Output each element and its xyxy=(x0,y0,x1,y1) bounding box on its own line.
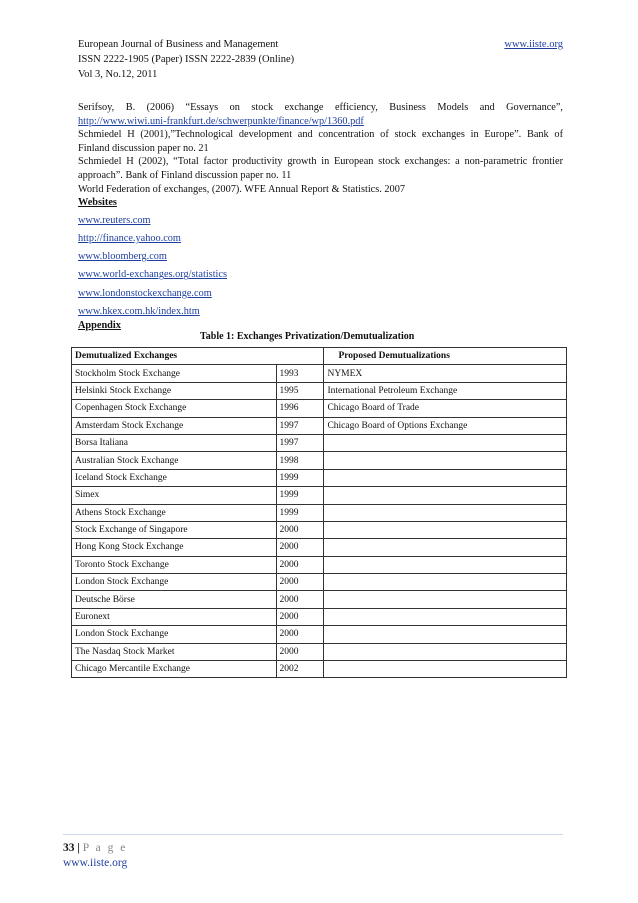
footer-website-link[interactable]: www.iiste.org xyxy=(63,857,128,869)
table-row xyxy=(72,452,567,469)
appendix-heading: Appendix xyxy=(78,319,121,331)
cell-proposed xyxy=(324,626,567,643)
cell-exchange: Iceland Stock Exchange xyxy=(72,469,277,486)
table-row xyxy=(72,469,567,486)
cell-exchange: Australian Stock Exchange xyxy=(72,452,277,469)
table-row xyxy=(72,608,567,625)
cell-exchange: Amsterdam Stock Exchange xyxy=(72,417,277,434)
cell-exchange: Copenhagen Stock Exchange xyxy=(72,400,277,417)
table-row xyxy=(72,521,567,538)
cell-year: 1998 xyxy=(276,452,324,469)
cell-proposed xyxy=(324,504,567,521)
cell-exchange: Simex xyxy=(72,487,277,504)
references-section xyxy=(78,101,563,333)
reference-schmiedel-2001-line1: Schmiedel H (2001),”Technological development and concentration of stock exchanges in Europe”. Bank of xyxy=(78,129,563,141)
cell-exchange: Toronto Stock Exchange xyxy=(72,556,277,573)
cell-year: 1999 xyxy=(276,504,324,521)
cell-year: 2000 xyxy=(276,591,324,608)
header-proposed: Proposed Demutualizations xyxy=(324,348,567,365)
cell-year: 1999 xyxy=(276,487,324,504)
table-row xyxy=(72,365,567,382)
cell-exchange: London Stock Exchange xyxy=(72,574,277,591)
journal-title: European Journal of Business and Management xyxy=(78,39,279,50)
page-footer xyxy=(63,841,127,871)
reference-serifsoy-url[interactable]: http://www.wiwi.uni-frankfurt.de/schwerpunkte/finance/wp/1360.pdf xyxy=(78,115,364,127)
reference-schmiedel-2002-line2: approach”. Bank of Finland discussion paper no. 11 xyxy=(78,169,292,181)
table-row xyxy=(72,556,567,573)
cell-proposed xyxy=(324,487,567,504)
cell-year: 2000 xyxy=(276,539,324,556)
table-row xyxy=(72,643,567,660)
table-row xyxy=(72,504,567,521)
cell-proposed: NYMEX xyxy=(324,365,567,382)
cell-proposed xyxy=(324,521,567,538)
website-link-yahoo-finance[interactable]: http://finance.yahoo.com xyxy=(78,232,181,244)
cell-exchange: London Stock Exchange xyxy=(72,626,277,643)
cell-exchange: Stockholm Stock Exchange xyxy=(72,365,277,382)
header-website-link[interactable]: www.iiste.org xyxy=(504,39,563,50)
table-row xyxy=(72,574,567,591)
table-row xyxy=(72,417,567,434)
cell-year: 1996 xyxy=(276,400,324,417)
table-row xyxy=(72,487,567,504)
cell-proposed xyxy=(324,574,567,591)
cell-year: 2000 xyxy=(276,643,324,660)
cell-year: 1995 xyxy=(276,382,324,399)
table-row xyxy=(72,434,567,451)
website-link-reuters[interactable]: www.reuters.com xyxy=(78,214,151,226)
reference-schmiedel-2001-line2: Finland discussion paper no. 21 xyxy=(78,142,209,154)
table-row xyxy=(72,626,567,643)
table-title: Table 1: Exchanges Privatization/Demutualization xyxy=(200,331,415,342)
issn-line: ISSN 2222-1905 (Paper) ISSN 2222-2839 (Online) xyxy=(78,54,295,65)
table-row xyxy=(72,591,567,608)
cell-exchange: The Nasdaq Stock Market xyxy=(72,643,277,660)
cell-year: 2000 xyxy=(276,608,324,625)
cell-proposed xyxy=(324,608,567,625)
websites-heading: Websites xyxy=(78,197,117,209)
page-separator: | xyxy=(74,842,83,854)
table-body xyxy=(72,365,567,678)
cell-exchange: Helsinki Stock Exchange xyxy=(72,382,277,399)
cell-proposed xyxy=(324,591,567,608)
cell-year: 2000 xyxy=(276,626,324,643)
cell-exchange: Chicago Mercantile Exchange xyxy=(72,661,277,678)
website-link-world-exchanges[interactable]: www.world-exchanges.org/statistics xyxy=(78,269,227,281)
cell-exchange: Borsa Italiana xyxy=(72,434,277,451)
cell-proposed: Chicago Board of Trade xyxy=(324,400,567,417)
cell-proposed xyxy=(324,434,567,451)
cell-proposed xyxy=(324,539,567,556)
cell-proposed xyxy=(324,469,567,486)
cell-exchange: Hong Kong Stock Exchange xyxy=(72,539,277,556)
footer-divider xyxy=(63,834,563,835)
table-row xyxy=(72,539,567,556)
cell-proposed xyxy=(324,643,567,660)
reference-serifsoy: Serifsoy, B. (2006) “Essays on stock exchange efficiency, Business Models and Governance”, xyxy=(78,102,563,113)
reference-schmiedel-2002-line1: Schmiedel H (2002), “Total factor productivity growth in European stock exchanges: a non-parametric frontier xyxy=(78,156,563,168)
cell-year: 1997 xyxy=(276,417,324,434)
cell-proposed xyxy=(324,661,567,678)
cell-proposed: International Petroleum Exchange xyxy=(324,382,567,399)
cell-exchange: Deutsche Börse xyxy=(72,591,277,608)
cell-year: 1997 xyxy=(276,434,324,451)
cell-exchange: Stock Exchange of Singapore xyxy=(72,521,277,538)
page-number: 33 xyxy=(63,842,75,854)
header-demutualized: Demutualized Exchanges xyxy=(72,348,324,365)
website-link-london-stock-exchange[interactable]: www.londonstockexchange.com xyxy=(78,287,212,299)
cell-year: 1999 xyxy=(276,469,324,486)
table-row xyxy=(72,661,567,678)
cell-exchange: Euronext xyxy=(72,608,277,625)
cell-year: 1993 xyxy=(276,365,324,382)
exchanges-table xyxy=(71,347,567,678)
table-header-row xyxy=(72,348,567,365)
reference-wfe: World Federation of exchanges, (2007). WFE Annual Report & Statistics. 2007 xyxy=(78,183,405,195)
cell-proposed xyxy=(324,556,567,573)
table-row xyxy=(72,400,567,417)
cell-exchange: Athens Stock Exchange xyxy=(72,504,277,521)
cell-year: 2000 xyxy=(276,574,324,591)
page-header xyxy=(78,37,563,82)
cell-year: 2002 xyxy=(276,661,324,678)
table-row xyxy=(72,382,567,399)
cell-proposed: Chicago Board of Options Exchange xyxy=(324,417,567,434)
website-link-bloomberg[interactable]: www.bloomberg.com xyxy=(78,251,167,263)
website-link-hkex[interactable]: www.hkex.com.hk/index.htm xyxy=(78,305,200,317)
cell-proposed xyxy=(324,452,567,469)
volume-line: Vol 3, No.12, 2011 xyxy=(78,69,158,80)
page-word: P a g e xyxy=(82,842,128,854)
cell-year: 2000 xyxy=(276,521,324,538)
cell-year: 2000 xyxy=(276,556,324,573)
